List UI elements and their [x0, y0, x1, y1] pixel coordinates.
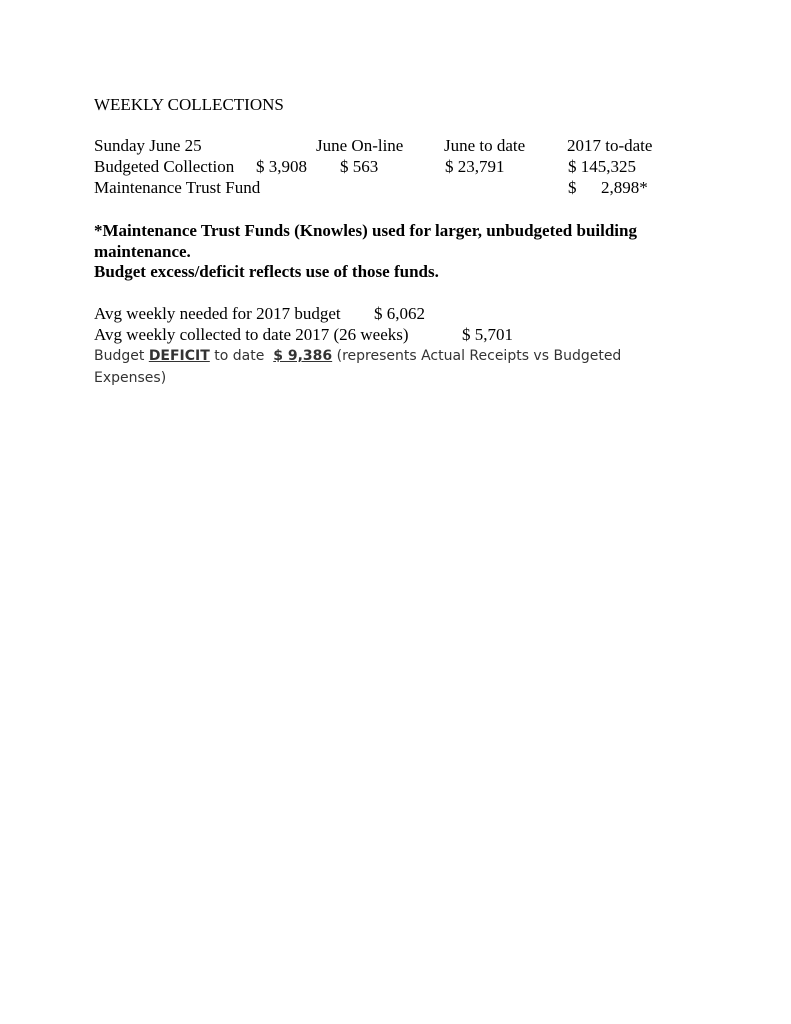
note-line-3: Budget excess/deficit reflects use of those funds.	[94, 262, 439, 281]
header-june-online: June On-line	[316, 136, 404, 155]
header-year-to-date: 2017 to-date	[567, 136, 653, 155]
avg-collected-label: Avg weekly collected to date 2017 (26 weeks)	[94, 325, 409, 344]
deficit-continuation: Expenses)	[94, 370, 167, 386]
deficit-suffix: (represents Actual Receipts vs Budgeted	[336, 348, 622, 364]
avg-needed-value: $ 6,062	[374, 304, 425, 323]
header-sunday-date: Sunday June 25	[94, 136, 202, 155]
deficit-prefix: Budget	[94, 348, 145, 364]
deficit-middle: to date	[214, 348, 265, 364]
budgeted-collection-label: Budgeted Collection	[94, 157, 235, 176]
deficit-keyword: DEFICIT	[148, 348, 210, 364]
note-line-2: maintenance.	[94, 242, 191, 261]
page-heading: WEEKLY COLLECTIONS	[94, 95, 284, 114]
maintenance-year-value: 2,898*	[601, 178, 648, 197]
budgeted-sunday-value: $ 3,908	[256, 157, 307, 176]
avg-collected-value: $ 5,701	[462, 325, 513, 344]
maintenance-currency: $	[568, 178, 577, 197]
maintenance-fund-label: Maintenance Trust Fund	[94, 178, 261, 197]
note-line-1: *Maintenance Trust Funds (Knowles) used for larger, unbudgeted building	[94, 221, 637, 240]
budgeted-online-value: $ 563	[340, 157, 379, 176]
budgeted-year-value: $ 145,325	[568, 157, 636, 176]
deficit-amount: $ 9,386	[273, 348, 333, 364]
header-june-to-date: June to date	[444, 136, 526, 155]
deficit-line	[94, 345, 621, 367]
budgeted-month-value: $ 23,791	[445, 157, 505, 176]
avg-needed-label: Avg weekly needed for 2017 budget	[94, 304, 341, 323]
